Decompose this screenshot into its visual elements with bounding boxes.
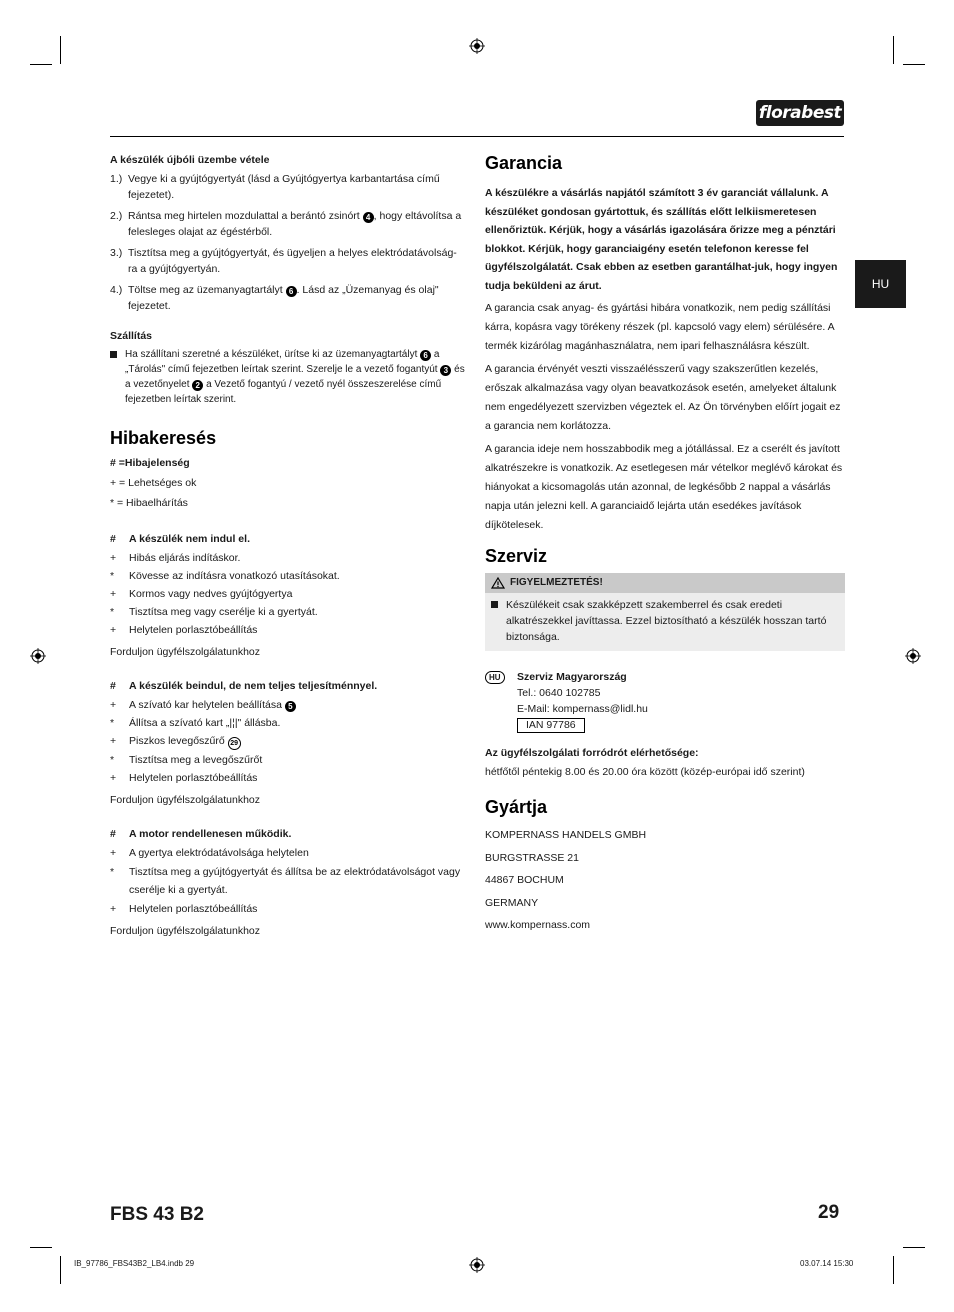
fault-footer: Forduljon ügyfélszolgálatunkhoz	[110, 794, 261, 806]
fault-footer: Forduljon ügyfélszolgálatunkhoz	[110, 925, 261, 937]
page-number: 29	[818, 1202, 840, 1223]
legend-hash: # =Hibajelenség	[110, 457, 190, 469]
part-number-badge: 5	[285, 701, 296, 712]
crop-mark	[60, 36, 61, 64]
part-number-badge: 4	[363, 212, 374, 223]
hotline-title: Az ügyfélszolgálati forródrót elérhetősége:	[485, 747, 699, 759]
list-item: 4.) Töltse meg az üzemanyagtartályt 6 . Lásd az „Üzemanyag és olaj" fejezetet.	[110, 284, 439, 312]
crop-mark	[30, 1247, 52, 1248]
list-item: + Helytelen porlasztóbeállítás	[110, 772, 258, 784]
list-item: * Tisztítsa meg vagy cserélje ki a gyertyát.	[110, 606, 318, 618]
fault-title: # A készülék beindul, de nem teljes teljesítménnyel.	[110, 680, 378, 692]
part-number-badge: 29	[228, 737, 241, 750]
warning-triangle-icon	[491, 577, 505, 589]
section-heading-manufacturer: Gyártja	[485, 797, 548, 817]
crop-mark	[893, 1256, 894, 1284]
bullet-square-icon	[491, 601, 498, 608]
section-title-transport: Szállítás	[110, 330, 153, 342]
section-title-restart: A készülék újbóli üzembe vétele	[110, 154, 270, 166]
warning-box	[485, 573, 845, 651]
part-number-badge: 6	[286, 286, 297, 297]
ian-box: IAN 97786	[517, 718, 585, 733]
list-item: + Helytelen porlasztóbeállítás	[110, 624, 258, 636]
list-item: * Állítsa a szívató kart „|¦|" állásba.	[110, 717, 281, 729]
part-number-badge: 3	[440, 365, 451, 376]
warranty-bold-paragraph: A készülékre a vásárlás napjától számított 3 év garanciát vállalunk. A készüléket gondosan gyártottuk, és szállítás előtt lelkiismeretesen ellenőriztük. Kérjük, hogy a vásárlás igazolására őrizze meg a pénztári blokkot. Kérjük, hogy garanciaigény esetén telefonon keresse fel ügyfélszolgálatát. Csak ebben az esetben garantálhat-juk, hogy ingyen tudja beküldeni az árut.	[485, 187, 838, 292]
print-slug-date: 03.07.14 15:30	[800, 1259, 854, 1268]
left-column	[110, 152, 466, 939]
registration-mark-icon	[469, 1257, 485, 1273]
section-heading-service: Szerviz	[485, 546, 548, 566]
list-item: + Helytelen porlasztóbeállítás	[110, 903, 258, 915]
crop-mark	[903, 64, 925, 65]
list-item: 2.) Rántsa meg hirtelen mozdulattal a berántó zsinórt 4 , hogy eltávolítsa a felesleges olajat az égéstérből.	[110, 210, 462, 238]
fault-footer: Forduljon ügyfélszolgálatunkhoz	[110, 646, 261, 658]
address-line: BURGSTRASSE 21	[485, 851, 579, 864]
warning-body: Készülékeit csak szakképzett szakemberrel és csak eredeti alkatrészekkel javíttassa. Ezzel biztosítható a készülék hosszan tartó biztonsága.	[485, 593, 845, 651]
list-item: * Tisztítsa meg a gyújtógyertyát és állítsa be az elektródatávolságot vagy cserélje ki a gyertyát.	[110, 866, 461, 896]
list-item: + Kormos vagy nedves gyújtógyertya	[110, 588, 293, 600]
section-heading-warranty: Garancia	[485, 153, 563, 173]
fault-title: # A motor rendellenesen működik.	[110, 828, 292, 840]
crop-mark	[893, 36, 894, 64]
list-item: 3.) Tisztítsa meg a gyújtógyertyát, és ügyeljen a helyes elektródatávolság-ra a gyújtógyertyán.	[110, 247, 457, 275]
crop-mark	[30, 64, 52, 65]
registration-mark-icon	[30, 648, 46, 664]
warning-header: FIGYELMEZTETÉS!	[485, 573, 845, 593]
list-item: + Hibás eljárás indításkor.	[110, 552, 241, 564]
list-item: * Kövesse az indításra vonatkozó utasításokat.	[110, 570, 340, 582]
section-heading-troubleshooting: Hibakeresés	[110, 428, 217, 448]
service-center-name: Szerviz Magyarország	[517, 671, 627, 683]
manufacturer-website: www.kompernass.com	[485, 919, 591, 931]
brand-logo: florabest	[756, 100, 844, 126]
country-code-badge: HU	[485, 671, 505, 684]
hotline-text: hétfőtől péntekig 8.00 és 20.00 óra között (közép-európai idő szerint)	[485, 766, 805, 778]
service-tel: Tel.: 0640 102785	[517, 687, 601, 699]
part-number-badge: 2	[192, 380, 203, 391]
list-item: + Piszkos levegőszűrő 29	[110, 733, 466, 750]
print-slug-file: IB_97786_FBS43B2_LB4.indb 29	[74, 1259, 195, 1268]
warranty-paragraph: A garancia csak anyag- és gyártási hibára vonatkozik, nem pedig szállítási kárra, kopásra vagy törékeny részek (pl. kapcsoló vagy elem) sérülésére. A termék kizárólag magánhasználatra, nem ipari felhasználásra készült.	[485, 302, 834, 352]
address-line: 44867 BOCHUM	[485, 874, 564, 886]
legend-star: * = Hibaelhárítás	[110, 497, 188, 509]
service-email: E-Mail: kompernass@lidl.hu	[517, 703, 648, 715]
list-item: + A szívató kar helytelen beállítása 5	[110, 697, 466, 713]
list-item: + A gyertya elektródatávolsága helytelen	[110, 847, 309, 859]
model-number: FBS 43 B2	[110, 1204, 204, 1225]
list-item: * Tisztítsa meg a levegőszűrőt	[110, 754, 263, 766]
crop-mark	[60, 1256, 61, 1284]
part-number-badge: 6	[420, 350, 431, 361]
service-center	[485, 669, 845, 733]
fault-title: # A készülék nem indul el.	[110, 533, 250, 545]
address-line: GERMANY	[485, 896, 539, 909]
warranty-paragraph: A garancia ideje nem hosszabbodik meg a jótállással. Ez a cserélt és javított alkatrészekre is vonatkozik. Az esetlegesen már vételkor meglévő károkat és hiányokat a kicsomagolás után azonnal, de legkésőbb 2 nappal a vásárlás napja után jelezni kell. A garanciaidő lejárta után esedékes javítások díjkötelesek.	[485, 443, 843, 531]
crop-mark	[903, 1247, 925, 1248]
right-column	[485, 152, 845, 937]
language-tab: HU	[855, 260, 906, 308]
legend-plus: + = Lehetséges ok	[110, 477, 197, 489]
address-line: KOMPERNASS HANDELS GMBH	[485, 829, 647, 841]
registration-mark-icon	[905, 648, 921, 664]
warranty-paragraph: A garancia érvényét veszti visszaélésszerű vagy szakszerűtlen kezelés, erőszak alkalmazása vagy olyan beavatkozások esetén, amelyeket általunk nem engedélyezett szervizben végeztek el. Az Ön törvényben előírt jogait ez a garancia nem korlátozza.	[485, 363, 841, 432]
list-item: 1.) Vegye ki a gyújtógyertyát (lásd a Gyújtógyertya karbantartása című fejezetet).	[110, 173, 440, 201]
bullet-square-icon	[110, 351, 117, 358]
header-rule	[110, 136, 844, 137]
transport-paragraph: Ha szállítani szeretné a készüléket, ürítse ki az üzemanyagtartályt 6 a „Tárolás" című fejezetben leírtak szerint. Szerelje le a vezető fogantyút 3 és a vezetőnyelet 2 a Vezető fogantyú / vezető nyél összeszerelése című fejezetben leírtak szerint.	[110, 347, 466, 407]
registration-mark-icon	[469, 38, 485, 54]
